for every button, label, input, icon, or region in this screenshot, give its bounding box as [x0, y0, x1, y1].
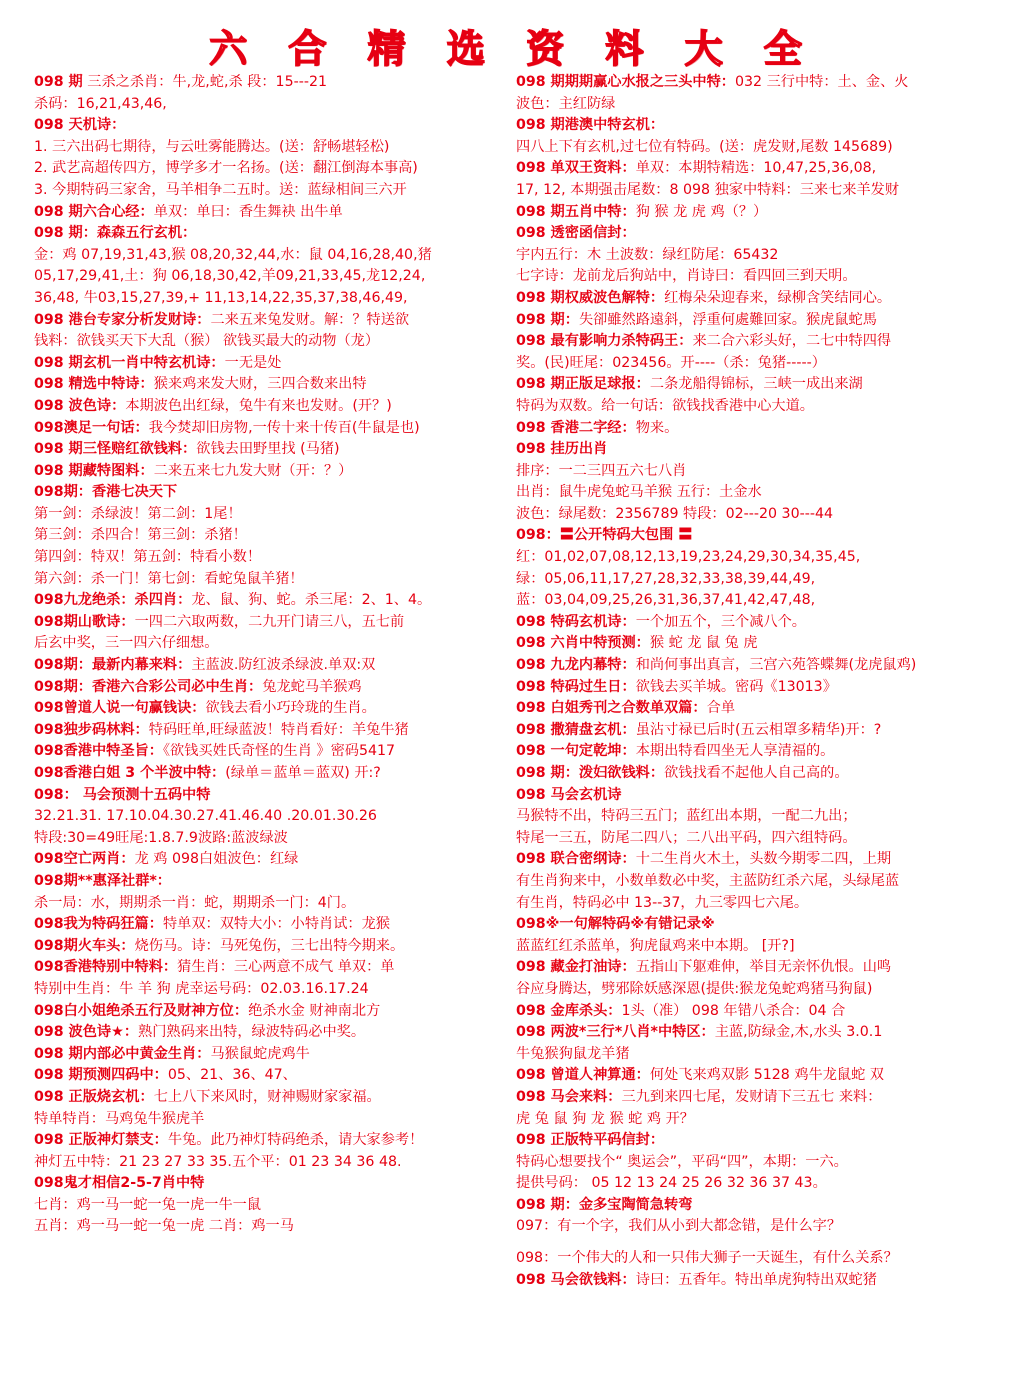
line-heading: 098 特码玄机诗：: [516, 613, 636, 630]
line-text: 排序：一二三四五六七八肖: [516, 462, 687, 479]
right-line: [516, 569, 1006, 591]
right-line: [516, 612, 1006, 634]
line-text: 二来五来七九发大财（开：？）: [153, 462, 353, 479]
line-heading: 098 挂历出肖: [516, 441, 608, 458]
right-line: [516, 849, 1006, 871]
left-line: [34, 331, 502, 353]
left-line: [34, 396, 502, 418]
line-heading: 098 马会欲钱料：: [516, 1271, 636, 1288]
line-heading: 098 金库杀头：: [516, 1002, 622, 1019]
left-line: [34, 655, 502, 677]
spacer: [516, 1238, 1006, 1248]
line-heading: 098 波色诗：: [34, 397, 126, 414]
right-line: [516, 979, 1006, 1001]
right-line: [516, 914, 1006, 936]
line-heading: 098 期：金多宝陶简急转弯: [516, 1196, 693, 1213]
line-text: 神灯五中特：21 23 27 33 35.五个平：01 23 34 36 48.: [34, 1153, 402, 1170]
line-heading: 098 期: [34, 74, 83, 90]
left-line: [34, 94, 502, 116]
line-heading: 098 期正版足球报：: [516, 376, 650, 393]
left-line: [34, 936, 502, 958]
line-heading: 098 精选中特诗：: [34, 376, 154, 393]
line-heading: 098 撒猜盘玄机：: [516, 721, 636, 738]
line-text: 出肖：鼠牛虎兔蛇马羊猴 五行：土金水: [516, 484, 762, 501]
left-line: [34, 223, 502, 245]
line-heading: 098期：香港六合彩公司必中生肖：: [34, 678, 263, 695]
right-line: [516, 1152, 1006, 1174]
right-line: [516, 94, 1006, 116]
left-line: [34, 677, 502, 699]
line-text: 第一剑：杀绿波！第二剑：1尾！: [34, 505, 242, 522]
line-heading: 098 期六合心经：: [34, 203, 154, 220]
left-line: [34, 914, 502, 936]
left-line: [34, 698, 502, 720]
right-line: [516, 1087, 1006, 1109]
right-line: [516, 936, 1006, 958]
left-line: [34, 439, 502, 461]
line-text: 和尚何事出真言，三宫六苑答蝶舞(龙虎鼠鸡): [635, 657, 917, 674]
line-heading: 098香港中特圣旨：: [34, 743, 163, 760]
line-heading: 098 港台专家分析发财诗：: [34, 311, 211, 328]
line-text: 特单双：双特大小：小特肖试：龙猴: [162, 916, 390, 933]
line-text: 特码旺单,旺绿蓝波！特肖看好：羊兔牛猪: [148, 721, 409, 738]
right-line: [516, 741, 1006, 763]
line-heading: 098空亡两肖：: [34, 851, 135, 868]
line-text: 虎 兔 鼠 狗 龙 猴 蛇 鸡 开？: [516, 1110, 694, 1127]
line-text: 猴来鸡来发大财，三四合数来出特: [153, 376, 367, 393]
line-heading: 098 联合密纲诗：: [516, 851, 636, 868]
line-text: 绿：05,06,11,17,27,28,32,33,38,39,44,49,: [516, 570, 816, 587]
line-heading: 098 期玄机一肖中特玄机诗：: [34, 354, 225, 371]
line-heading: 098 期港澳中特玄机：: [516, 117, 665, 134]
line-text: 032 三行中特：土、金、火: [735, 74, 909, 90]
left-line: [34, 806, 502, 828]
line-heading: 098 白姐秀刊之合数单双篇：: [516, 700, 707, 717]
line-text: 波色：主红防绿: [516, 95, 616, 112]
line-text: 马猴特不出，特码三五门；蓝红出本期，一配二九出；: [516, 808, 857, 825]
right-line: [516, 1065, 1006, 1087]
line-heading: 098 波色诗★：: [34, 1024, 139, 1041]
line-text: 十二生肖火木土，头数今期零二四，上期: [635, 851, 892, 868]
right-line: [516, 374, 1006, 396]
left-line: [34, 633, 502, 655]
line-heading: 098期：最新内幕来料：: [34, 657, 192, 674]
page-title: 六 合 精 选 资 料 大 全: [209, 26, 816, 71]
right-line: [516, 957, 1006, 979]
line-text: 宇内五行：木 土波数：绿红防尾：65432: [516, 246, 779, 263]
line-text: 红：01,02,07,08,12,13,19,23,24,29,30,34,35,45,: [516, 549, 861, 566]
right-line: [516, 1022, 1006, 1044]
right-line: [516, 547, 1006, 569]
line-heading: 098曾道人说一句赢钱诀：: [34, 700, 206, 717]
line-text: 四八上下有玄机,过七位有特码。(送：虎发财,尾数 145689): [516, 138, 893, 155]
right-line: [516, 439, 1006, 461]
left-line: [34, 849, 502, 871]
line-heading: 098 正版神灯禁支：: [34, 1132, 168, 1149]
line-text: 后玄中奖，三一四六仔细想。: [34, 635, 219, 652]
line-text: 17, 12, 本期强击尾数：8 098 独家中特料：三来七来羊发财: [516, 181, 900, 198]
line-heading: 098独步码林料：: [34, 721, 149, 738]
left-line: [34, 590, 502, 612]
left-line: [34, 979, 502, 1001]
left-line: [34, 1152, 502, 1174]
line-text: 金：鸡 07,19,31,43,猴 08,20,32,44,水：鼠 04,16,28,40,猪: [34, 246, 432, 263]
line-text: 32.21.31. 17.10.04.30.27.41.46.40 .20.01.30.26: [34, 808, 377, 825]
line-text: 一个加五个，三个减八个。: [635, 613, 806, 630]
line-heading: 098 期：: [516, 311, 579, 328]
line-text: 第六剑：杀一门！第七剑：看蛇兔鼠羊猪！: [34, 570, 304, 587]
line-heading: 098 曾道人神算通：: [516, 1067, 650, 1084]
right-line: [516, 871, 1006, 893]
line-text: 欲钱找看不起他人自己高的。: [664, 765, 849, 781]
line-heading: 098 单双王资料：: [516, 160, 636, 177]
line-heading: 098 特码过生日：: [516, 678, 636, 695]
right-line: [516, 1216, 1006, 1238]
line-text: 杀一局：水，期期杀一肖：蛇，期期杀一门：4门。: [34, 894, 356, 911]
right-line: [516, 633, 1006, 655]
line-text: 特段:30=49旺尾:1.8.7.9波路:蓝波绿波: [34, 829, 288, 846]
line-text: 1头（准） 098 年错八杀合：04 合: [621, 1002, 846, 1019]
line-text: 七肖：鸡一马一蛇一兔一虎一牛一鼠: [34, 1196, 262, 1213]
line-text: 牛兔。此乃神灯特码绝杀，请大家参考！: [167, 1132, 424, 1149]
right-line: [516, 353, 1006, 375]
left-line: [34, 612, 502, 634]
line-text: (绿单＝蓝单＝蓝双) 开:?: [225, 765, 381, 781]
right-line: [516, 461, 1006, 483]
line-heading: 098九龙绝杀：杀四肖：: [34, 592, 192, 609]
line-text: 熟门熟码来出特，绿波特码必中奖。: [138, 1024, 366, 1041]
line-heading: 098 一句定乾坤：: [516, 743, 636, 760]
right-line: [516, 180, 1006, 202]
line-text: 兔龙蛇马羊猴鸡: [262, 678, 362, 695]
right-line: [516, 1044, 1006, 1066]
right-line: [516, 1248, 1006, 1270]
right-line: [516, 72, 1006, 94]
line-text: 有生肖狗来中，小数单数必中奖，主蓝防红杀六尾，头绿尾蓝: [516, 872, 900, 889]
right-line: [516, 288, 1006, 310]
line-text: 特别中生肖：牛 羊 狗 虎幸运号码：02.03.16.17.24: [34, 980, 369, 997]
line-text: 绝杀水金 财神南北方: [248, 1002, 381, 1019]
right-line: [516, 418, 1006, 440]
line-text: 马猴鼠蛇虎鸡牛: [210, 1045, 310, 1062]
left-line: [34, 310, 502, 332]
line-text: 2. 武艺高超传四方，博学多才一名扬。(送：翻江倒海本事高): [34, 160, 418, 177]
left-line: [34, 569, 502, 591]
line-text: 3. 今期特码三家舍，马羊相争二五时。送：蓝绿相间三六开: [34, 181, 407, 198]
line-text: 《欲钱买姓氏奇怪的生肖 》密码5417: [162, 743, 396, 760]
right-line: [516, 828, 1006, 850]
left-line: [34, 720, 502, 742]
line-text: 特单特肖：马鸡兔牛猴虎羊: [34, 1110, 205, 1127]
line-text: 诗曰：五香年。特出单虎狗特出双蛇猪: [635, 1271, 877, 1288]
left-line: [34, 180, 502, 202]
right-line: [516, 590, 1006, 612]
line-text: 龙 鸡 098白姐波色：红绿: [134, 851, 299, 868]
line-heading: 098我为特码狂篇：: [34, 916, 163, 933]
line-text: 1. 三六出码七期待，与云吐雾能腾达。(送：舒畅堪轻松): [34, 138, 390, 155]
line-text: 蓝蓝红红杀蓝单，狗虎鼠鸡来中本期。 [开?]: [516, 937, 795, 954]
line-heading: 098 期权威波色解特：: [516, 289, 665, 306]
right-line: [516, 1270, 1006, 1292]
left-line: [34, 828, 502, 850]
line-heading: 098 期期期赢心水报之三头中特：: [516, 74, 735, 90]
right-line: [516, 677, 1006, 699]
right-line: [516, 763, 1006, 785]
line-heading: 098 两波*三行*八肖*中特区：: [516, 1024, 715, 1041]
line-heading: 098 马会玄机诗: [516, 786, 622, 803]
right-line: [516, 1130, 1006, 1152]
left-line: [34, 1130, 502, 1152]
line-text: 物来。: [635, 419, 679, 436]
line-heading: 098澳足一句话：: [34, 419, 149, 436]
left-line: [34, 547, 502, 569]
line-text: 失卻雖然路遠斜，浮重何處難回家。猴虎鼠蛇馬: [578, 311, 877, 328]
right-line: [516, 698, 1006, 720]
right-line: [516, 1109, 1006, 1131]
right-line: [516, 137, 1006, 159]
line-text: 098：一个伟大的人和一只伟大狮子一天诞生，有什么关系？: [516, 1250, 898, 1267]
line-heading: 098 天机诗：: [34, 117, 126, 134]
right-column: [516, 72, 1006, 1291]
line-text: 三杀之杀肖：牛,龙,蛇,杀 段：15---21: [82, 74, 328, 90]
line-text: 谷应身腾达，劈邪除妖感深恩(提供:猴龙兔蛇鸡猪马狗鼠): [516, 980, 873, 997]
left-line: [34, 763, 502, 785]
line-text: 一无是处: [224, 354, 282, 371]
line-text: 主蓝,防绿金,木,水头 3.0.1: [714, 1024, 883, 1041]
line-text: 特码为双数。给一句话：欲钱找香港中心大道。: [516, 397, 814, 414]
line-text: 36,48, 牛03,15,27,39,+ 11,13,14,22,35,37,38,46,49,: [34, 289, 408, 306]
line-text: 欲钱去看小巧玲珑的生肖。: [205, 700, 376, 717]
line-text: 红梅朵朵迎春来，绿柳含笑结同心。: [664, 289, 892, 306]
right-line: [516, 1173, 1006, 1195]
right-line: [516, 245, 1006, 267]
line-text: 狗 猴 龙 虎 鸡（？）: [635, 203, 768, 220]
left-line: [34, 418, 502, 440]
right-line: [516, 720, 1006, 742]
left-line: [34, 482, 502, 504]
right-line: [516, 504, 1006, 526]
right-line: [516, 310, 1006, 332]
line-text: 单双：本期特精选：10,47,25,36,08,: [635, 160, 877, 177]
right-line: [516, 158, 1006, 180]
left-line: [34, 266, 502, 288]
line-heading: 098 六肖中特预测：: [516, 635, 650, 652]
right-line: [516, 525, 1006, 547]
right-line: [516, 266, 1006, 288]
left-line: [34, 1044, 502, 1066]
left-line: [34, 288, 502, 310]
line-text: 提供号码： 05 12 13 24 25 26 32 36 37 43。: [516, 1175, 827, 1192]
line-text: 钱料：欲钱买天下大乱（猴） 欲钱买最大的动物（龙）: [34, 333, 380, 350]
line-text: 本期波色出红绿，兔牛有来也发财。(开？): [125, 397, 392, 414]
line-heading: 098期火车头：: [34, 937, 135, 954]
line-heading: 098 最有影响力杀特码王：: [516, 333, 693, 350]
line-text: 七上八下来风时，财神赐财家家福。: [153, 1088, 381, 1105]
left-line: [34, 785, 502, 807]
line-text: 一四二六取两数，二九开门请三八，五七前: [134, 613, 405, 630]
line-text: 虽沾寸禄已后时(五云相罩多精华)开：?: [635, 721, 882, 738]
line-heading: 098※一句解特码※有错记录※: [516, 916, 715, 933]
line-text: 五肖：鸡一马一蛇一兔一虎 二肖：鸡一马: [34, 1218, 294, 1235]
line-heading: 098 藏金打油诗：: [516, 959, 636, 976]
line-text: 波色：绿尾数：2356789 特段：02---20 30---44: [516, 505, 834, 522]
line-heading: 098 期：森森五行玄机：: [34, 225, 197, 242]
line-heading: 098白小姐绝杀五行及财神方位：: [34, 1002, 249, 1019]
line-text: 我今焚却旧房物,一传十来十传百(牛鼠是也): [148, 419, 420, 436]
line-text: 第四剑：特双！第五剑：特看小数！: [34, 549, 262, 566]
line-heading: 098香港白姐 3 个半波中特：: [34, 765, 226, 781]
line-heading: 098 期三怪赔红欲钱料：: [34, 441, 197, 458]
line-text: 何处飞来鸡双影 5128 鸡牛龙鼠蛇 双: [649, 1067, 884, 1084]
line-text: 七字诗：龙前龙后狗站中，肖诗曰：看四回三到天明。: [516, 268, 857, 285]
left-line: [34, 1065, 502, 1087]
left-line: [34, 137, 502, 159]
line-text: 奖。(民)旺尾：023456。开----（杀：兔猪-----）: [516, 354, 826, 371]
line-text: 本期出特看四坐无人享清福的。: [635, 743, 835, 760]
left-line: [34, 1109, 502, 1131]
left-line: [34, 353, 502, 375]
line-heading: 098 期五肖中特：: [516, 203, 636, 220]
line-heading: 098香港特别中特料：: [34, 959, 178, 976]
left-line: [34, 525, 502, 547]
line-text: 牛兔猴狗鼠龙羊猪: [516, 1045, 630, 1062]
left-line: [34, 1173, 502, 1195]
right-line: [516, 893, 1006, 915]
left-line: [34, 1001, 502, 1023]
right-line: [516, 396, 1006, 418]
right-line: [516, 331, 1006, 353]
line-heading: 098： 马会预测十五码中特: [34, 786, 211, 803]
left-line: [34, 245, 502, 267]
line-text: 蓝：03,04,09,25,26,31,36,37,41,42,47,48,: [516, 592, 816, 609]
left-line: [34, 115, 502, 137]
left-line: [34, 158, 502, 180]
line-heading: 098 马会来料：: [516, 1088, 622, 1105]
left-line: [34, 1087, 502, 1109]
line-heading: 098 期：泼妇欲钱料：: [516, 765, 665, 781]
line-text: 杀码：16,21,43,46,: [34, 95, 167, 112]
line-text: 05,17,29,41,土：狗 06,18,30,42,羊09,21,33,45,龙12,24,: [34, 268, 426, 285]
right-line: [516, 202, 1006, 224]
left-line: [34, 461, 502, 483]
line-text: 第三剑：杀四合！第三剑：杀猪！: [34, 527, 247, 544]
right-line: [516, 1195, 1006, 1217]
line-heading: 098期**惠泽社群*：: [34, 872, 171, 889]
line-text: 主蓝波.防红波杀绿波.单双:双: [191, 657, 376, 674]
line-heading: 098 正版特平码信封：: [516, 1132, 665, 1149]
left-line: [34, 1022, 502, 1044]
line-text: 烧伤马。诗：马死兔伤，三七出特今期来。: [134, 937, 405, 954]
line-heading: 098：〓公开特码大包围 〓: [516, 527, 693, 544]
line-heading: 098 期内部必中黄金生肖：: [34, 1045, 211, 1062]
right-line: [516, 1001, 1006, 1023]
right-line: [516, 482, 1006, 504]
line-text: 来二合六彩头好，二七中特四得: [692, 333, 892, 350]
left-line: [34, 1216, 502, 1238]
line-heading: 098鬼才相信2-5-7肖中特: [34, 1175, 205, 1192]
line-text: 欲钱去买羊城。密码《13013》: [635, 678, 837, 695]
right-line: [516, 806, 1006, 828]
line-heading: 098 九龙内幕特：: [516, 657, 636, 674]
left-line: [34, 741, 502, 763]
right-line: [516, 223, 1006, 245]
left-line: [34, 72, 502, 94]
line-text: 龙、鼠、狗、蛇。杀三尾：2、1、4。: [191, 592, 432, 609]
line-heading: 098期山歌诗：: [34, 613, 135, 630]
line-heading: 098 期藏特图料：: [34, 462, 154, 479]
line-text: 097：有一个字，我们从小到大都念错，是什么字？: [516, 1218, 842, 1235]
line-heading: 098 透密函信封：: [516, 225, 636, 242]
line-text: 猜生肖：三心两意不成气 单双：单: [177, 959, 395, 976]
line-text: 二条龙船得锦标，三峡一成出来湖: [649, 376, 863, 393]
left-line: [34, 957, 502, 979]
line-text: 有生肖，特码必中 13--37，九三零四七六尾。: [516, 894, 809, 911]
line-heading: 098 香港二字经：: [516, 419, 636, 436]
line-text: 特码心想要找个“ 奥运会”，平码“四”，本期：一六。: [516, 1153, 848, 1170]
line-text: 单双：单曰：香生舞袂 出牛单: [153, 203, 343, 220]
line-text: 五指山下躯难伸，举目无亲怀仇恨。山鸣: [635, 959, 892, 976]
line-text: 特尾一三五，防尾二四八；二八出平码，四六组特码。: [516, 829, 857, 846]
left-line: [34, 893, 502, 915]
left-column: [34, 72, 502, 1238]
line-heading: 098期：香港七决天下: [34, 484, 178, 501]
left-line: [34, 1195, 502, 1217]
right-line: [516, 115, 1006, 137]
left-line: [34, 504, 502, 526]
left-line: [34, 374, 502, 396]
line-text: 欲钱去田野里找 (马猪): [196, 441, 340, 458]
right-line: [516, 655, 1006, 677]
line-text: 猴 蛇 龙 鼠 兔 虎: [649, 635, 758, 652]
line-text: 三九到来四七尾，发财请下三五七 来料：: [621, 1088, 882, 1105]
line-text: 二来五来兔发财。解：？特送欲: [210, 311, 410, 328]
left-line: [34, 202, 502, 224]
left-line: [34, 871, 502, 893]
line-text: 05、21、36、47、: [167, 1067, 297, 1084]
line-text: 合单: [706, 700, 736, 717]
right-line: [516, 785, 1006, 807]
line-heading: 098 正版烧玄机：: [34, 1088, 154, 1105]
line-heading: 098 期预测四码中：: [34, 1067, 168, 1084]
